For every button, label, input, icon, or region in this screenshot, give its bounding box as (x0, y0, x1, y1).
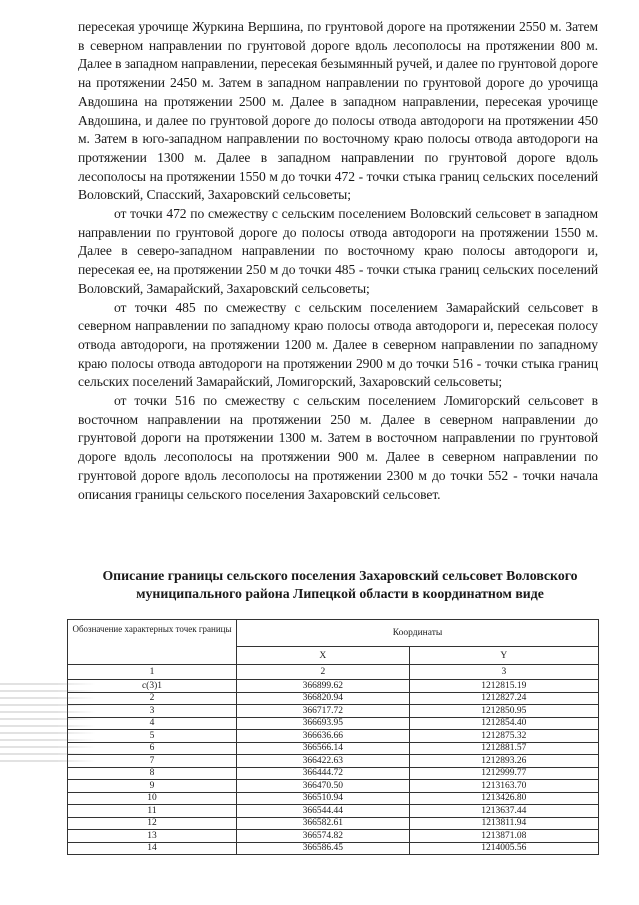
paragraph-point-485: от точки 485 по смежеству с сельским поселением Замарайский сельсовет в северном направлении по западному краю полосы отвода автодороги и, пересекая полосу отвода автодороги, на протяжении 1200 м. Далее в северном направлении по западному краю полосы отвода автодороги на протяжении 2900 м до точки 516 - точки стыка границ сельских поселений Замарайский, Ломигорский, Захаровский сельсоветы; (78, 299, 598, 390)
header-x: X (237, 647, 410, 665)
cell-point: 11 (68, 805, 237, 818)
table-row (68, 742, 599, 755)
cell-y: 1214005.56 (409, 842, 598, 855)
cell-point: 4 (68, 717, 237, 730)
cell-x: 366582.61 (237, 817, 410, 830)
table-row (68, 717, 599, 730)
coordinates-table-body (68, 680, 599, 855)
cell-point: 9 (68, 780, 237, 793)
column-number: 2 (237, 665, 410, 680)
cell-point: 6 (68, 742, 237, 755)
cell-y: 1212854.40 (409, 717, 598, 730)
cell-y: 1212875.32 (409, 730, 598, 743)
paragraph-point-516: от точки 516 по смежеству с сельским поселением Ломигорский сельсовет в восточном направлении на протяжении 250 м. Далее в северном направлении до грунтовой дороги на протяжении 1300 м. Затем в восточном направлении по грунтовой дороге вдоль лесополосы на протяжении 900 м. Далее в северном направлении по грунтовой дороге вдоль лесополосы на протяжении 2300 м до точки 552 - точки начала описания границы сельского поселения Захаровский сельсовет. (78, 393, 598, 502)
table-row (68, 767, 599, 780)
cell-point: 2 (68, 692, 237, 705)
cell-x: 366636.66 (237, 730, 410, 743)
cell-point: 13 (68, 830, 237, 843)
cell-x: 366586.45 (237, 842, 410, 855)
section-heading: Описание границы сельского поселения Захаровский сельсовет Воловского муниципального района Липецкой области в координатном виде (102, 568, 578, 601)
cell-point: 5 (68, 730, 237, 743)
header-point-designation: Обозначение характерных точек границы (68, 620, 237, 665)
cell-x: 366444.72 (237, 767, 410, 780)
coordinates-table (67, 619, 599, 855)
cell-y: 1212999.77 (409, 767, 598, 780)
header-coordinates: Координаты (237, 620, 599, 647)
table-row (68, 780, 599, 793)
cell-point: c(3)1 (68, 680, 237, 693)
column-number-row (68, 665, 599, 680)
table-row (68, 680, 599, 693)
cell-point: 7 (68, 755, 237, 768)
table-row (68, 692, 599, 705)
column-number: 1 (68, 665, 237, 680)
cell-x: 366544.44 (237, 805, 410, 818)
table-row (68, 805, 599, 818)
table-row (68, 730, 599, 743)
table-row (68, 842, 599, 855)
cell-x: 366422.63 (237, 755, 410, 768)
cell-y: 1212893.26 (409, 755, 598, 768)
cell-y: 1213811.94 (409, 817, 598, 830)
table-row (68, 817, 599, 830)
header-y: Y (409, 647, 598, 665)
table-row (68, 755, 599, 768)
cell-point: 8 (68, 767, 237, 780)
cell-x: 366693.95 (237, 717, 410, 730)
cell-y: 1213637.44 (409, 805, 598, 818)
cell-y: 1212881.57 (409, 742, 598, 755)
cell-y: 1212827.24 (409, 692, 598, 705)
cell-y: 1213871.08 (409, 830, 598, 843)
cell-x: 366820.94 (237, 692, 410, 705)
cell-y: 1213426.80 (409, 792, 598, 805)
cell-y: 1212850.95 (409, 705, 598, 718)
cell-x: 366510.94 (237, 792, 410, 805)
cell-x: 366566.14 (237, 742, 410, 755)
boundary-description-text (78, 18, 598, 504)
table-row (68, 792, 599, 805)
paragraph-continuation: пересекая урочище Журкина Вершина, по грунтовой дороге на протяжении 2550 м. Затем в северном направлении по грунтовой дороге вдоль лесополосы на протяжении 800 м. Далее в западном направлении, пересекая безымянный ручей, и далее по грунтовой дороге на протяжении 2450 м. Затем в западном направлении по грунтовой дороге до урочища Авдошина на протяжении 2500 м. Далее в западном направлении, пересекая урочище Авдошина, и далее по грунтовой дороге до полосы отвода автодороги на протяжении 450 м. Затем в юго-западном направлении по восточному краю полосы отвода автодороги на протяжении 1300 м. Далее в западном направлении по грунтовой дороге вдоль лесополосы на протяжении 1550 м до точки 472 - точки стыка границ сельских поселений Воловский, Спасский, Захаровский сельсоветы; (78, 19, 598, 203)
cell-point: 3 (68, 705, 237, 718)
cell-x: 366717.72 (237, 705, 410, 718)
paragraph-point-472: от точки 472 по смежеству с сельским поселением Воловский сельсовет в западном направлении по грунтовой дороге до полосы отвода автодороги на протяжении 1550 м. Далее в северо-западном направлении по восточному краю полосы автодороги и, пересекая ее, на протяжении 250 м до точки 485 - точки стыка границ сельских поселений Воловский, Замарайский, Захаровский сельсоветы; (78, 206, 598, 296)
table-row (68, 830, 599, 843)
cell-x: 366574.82 (237, 830, 410, 843)
margin-stamp-smudge (0, 683, 96, 763)
cell-x: 366899.62 (237, 680, 410, 693)
table-row (68, 705, 599, 718)
cell-y: 1213163.70 (409, 780, 598, 793)
cell-x: 366470.50 (237, 780, 410, 793)
cell-point: 14 (68, 842, 237, 855)
column-number: 3 (409, 665, 598, 680)
cell-point: 12 (68, 817, 237, 830)
cell-y: 1212815.19 (409, 680, 598, 693)
cell-point: 10 (68, 792, 237, 805)
